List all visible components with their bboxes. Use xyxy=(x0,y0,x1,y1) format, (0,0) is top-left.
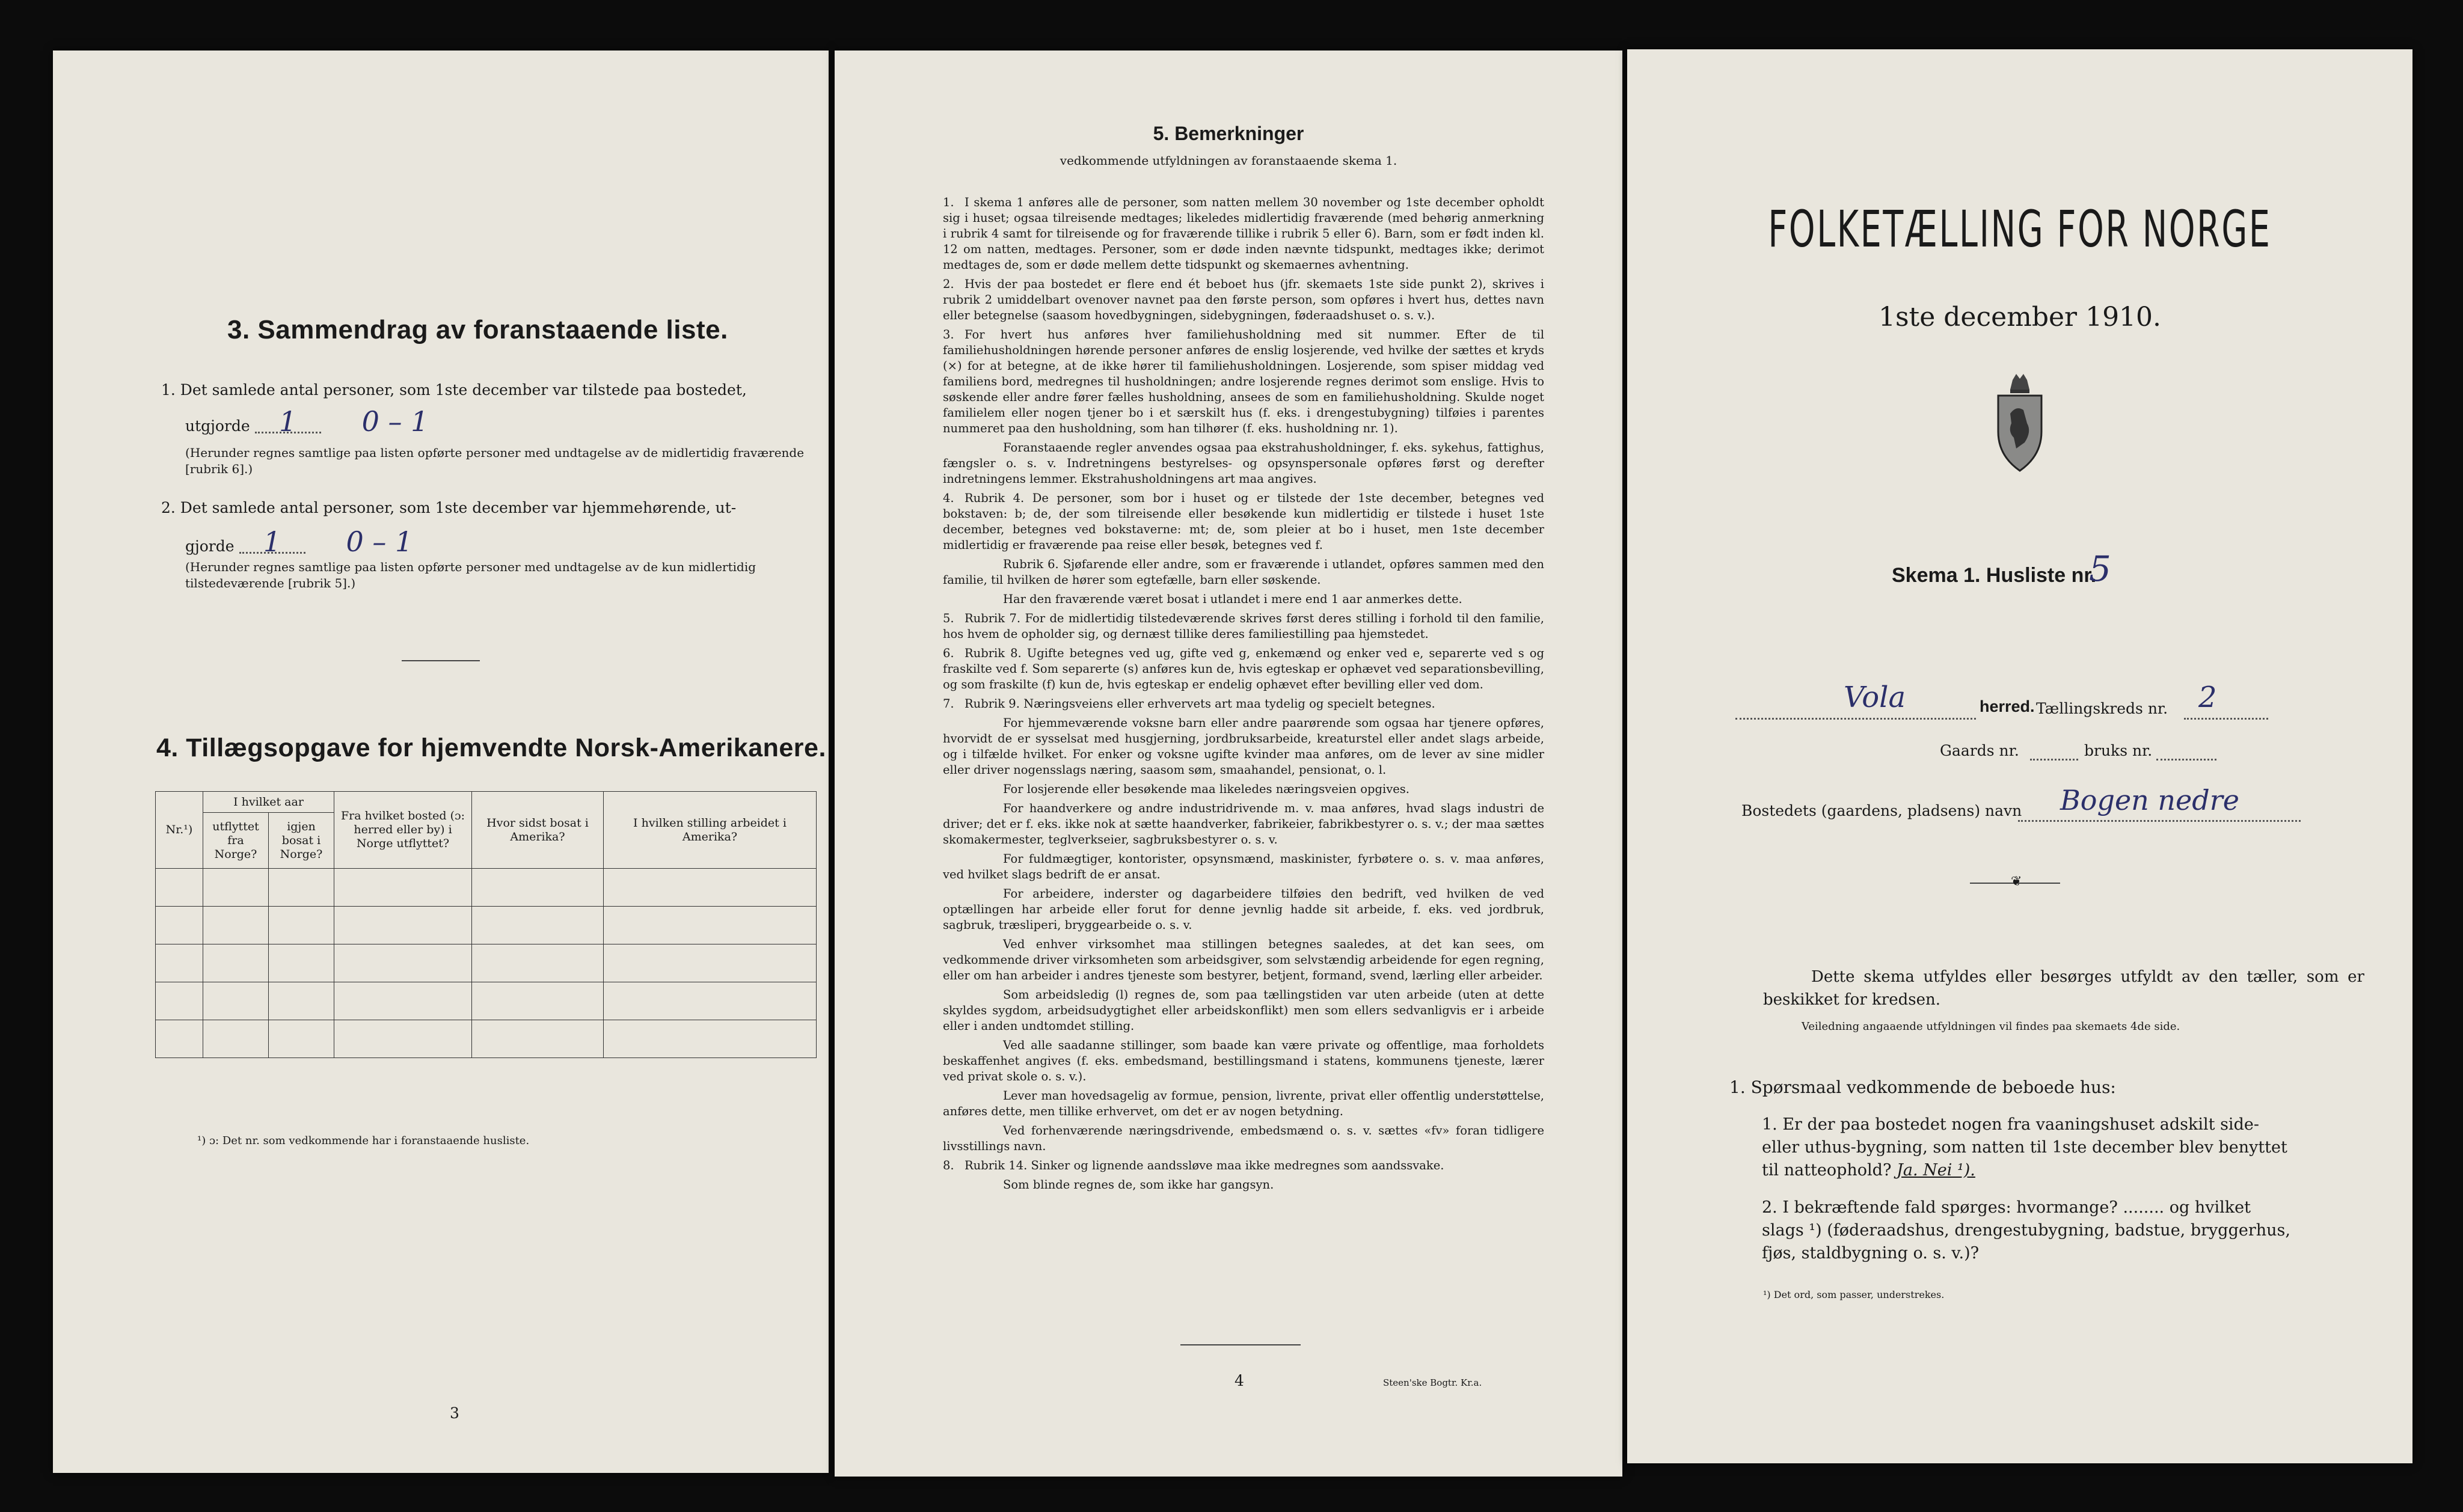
q1-text: 1. Det samlede antal personer, som 1ste december var tilstede paa bostedet, xyxy=(161,381,747,399)
page-right xyxy=(1627,49,2412,1463)
note-text: Har den fraværende været bosat i utlandet i mere end 1 aar anmerkes dette. xyxy=(1003,592,1462,606)
gaards-line xyxy=(2030,741,2078,761)
coat-of-arms-icon xyxy=(1990,372,2050,474)
note-item xyxy=(943,886,1544,933)
ornament-icon: ❦ xyxy=(2011,874,2022,889)
notes-list xyxy=(943,195,1544,1367)
gaards-label: Gaards nr. xyxy=(1940,742,2019,759)
herred-value: Vola xyxy=(1844,681,1906,714)
note-text: Rubrik 14. Sinker og lignende aandssløve maa ikke medregnes som aandssvake. xyxy=(965,1158,1444,1172)
note-item xyxy=(943,327,1544,436)
note-item xyxy=(943,557,1544,588)
note-text: Foranstaaende regler anvendes ogsaa paa ekstrahusholdninger, f. eks. sykehus, fattighus, fængsler o. s. v. Indretningens bestyrelses- og opsynspersonale opføres først og derefter indretningens lemmer. Ekstrahusholdningens art maa angives. xyxy=(943,441,1544,486)
page-number: 3 xyxy=(450,1404,459,1422)
note-text: Som blinde regnes de, som ikke har gangsyn. xyxy=(1003,1178,1274,1192)
th-utflyttet: utflyttet fra Norge? xyxy=(203,813,269,869)
kreds-label: Tællingskreds nr. xyxy=(2036,700,2168,717)
kreds-value: 2 xyxy=(2198,681,2217,714)
q2-handwritten-2: 0 – 1 xyxy=(346,525,413,558)
note-text: For fuldmægtiger, kontorister, opsynsmænd, maskinister, fyrbøtere o. s. v. maa anføres, ved hvilket slags bedrift de er ansat. xyxy=(943,852,1544,881)
right-footnote: ¹) Det ord, som passer, understrekes. xyxy=(1763,1289,1945,1300)
note-item xyxy=(943,277,1544,323)
note-number: 1. xyxy=(943,195,954,209)
page-middle xyxy=(835,51,1622,1477)
note-text: Rubrik 4. De personer, som bor i huset og er tilstede der 1ste december, betegnes ved bokstaven: b; de, der som tilreisende eller besøkende kun midlertidig er tilstede i huset 1ste december, betegnes ved bokstaverne: mt; de, som pleier at bo i huset, men 1ste december midlertidig er fraværende paa reise eller besøk, betegnes ved f. xyxy=(943,491,1544,552)
divider xyxy=(1180,1344,1301,1345)
divider xyxy=(402,660,480,661)
husliste-nr-value: 5 xyxy=(2089,548,2111,589)
note-text: For hjemmeværende voksne barn eller andre paarørende som ogsaa har tjenere opføres, hvorvidt de er sysselsat med husgjerning, jordbruksarbeide, kreaturstel eller andet slags arbeide, og i tilfælde hvilket. For enker og voksne ugifte kvinder maa anføres, om de lever av sine midler eller driver nogensslags næring, saasom søm, smaahandel, pensionat, o. l. xyxy=(943,716,1544,777)
note-item xyxy=(943,1123,1544,1154)
note-text: Lever man hovedsagelig av formue, pension, livrente, privat eller offentlig understøttelse, anføres dette, men tillike erhvervet, om det er av nogen betydning. xyxy=(943,1089,1544,1118)
document-date: 1ste december 1910. xyxy=(1878,302,2162,332)
note-item xyxy=(943,440,1544,487)
herred-label: herred. xyxy=(1980,697,2035,715)
note-item xyxy=(943,646,1544,693)
note-item xyxy=(943,592,1544,607)
note-item xyxy=(943,851,1544,883)
note-item xyxy=(943,1088,1544,1119)
table-footnote: ¹) ɔ: Det nr. som vedkommende har i foranstaaende husliste. xyxy=(197,1134,530,1147)
norsk-amerikaner-table xyxy=(155,791,817,1058)
section3-title: 3. Sammendrag av foranstaaende liste. xyxy=(227,315,728,344)
bruks-line xyxy=(2156,741,2216,761)
note-text: Rubrik 6. Sjøfarende eller andre, som er fraværende i utlandet, opføres sammen med den familie, til hvilken de hører som egtefælle, barn eller søskende. xyxy=(943,557,1544,587)
question-1-answer: Ja. Nei ¹). xyxy=(1897,1161,1975,1180)
note-item xyxy=(943,1177,1544,1193)
note-item xyxy=(943,1038,1544,1085)
note-text: Hvis der paa bostedet er flere end ét beboet hus (jfr. skemaets 1ste side punkt 2), skrives i rubrik 2 umiddelbart ovenover navnet paa den første person, som opføres i hvert hus, dettes navn eller betegnelse (saasom hovedbygningen, sidebygningen, føderaadshuset o. s. v.). xyxy=(943,277,1544,322)
note-text: Ved enhver virksomhet maa stillingen betegnes saaledes, at det kan sees, om vedkommende driver virksomheten som arbeidsgiver, som selvstændig arbeidende for egen regning, eller om han arbeider i andres tjeneste som bestyrer, betjent, formand, svend, lærling eller arbeider. xyxy=(943,937,1544,982)
questions-heading: 1. Spørsmaal vedkommende de beboede hus: xyxy=(1729,1077,2116,1097)
section4-title: 4. Tillægsopgave for hjemvendte Norsk-Amerikanere. xyxy=(156,733,826,762)
question-2: 2. I bekræftende fald spørges: hvormange? ........ og hvilket slags ¹) (føderaadshus, drengestubygning, badstue, bryggerhus, fjøs, staldbygning o. s. v.)? xyxy=(1762,1198,2290,1263)
bruks-label: bruks nr. xyxy=(2084,742,2153,759)
table-row xyxy=(156,869,817,907)
note-text: Ved alle saadanne stillinger, som baade kan være private og offentlige, maa forholdets beskaffenhet angives (f. eks. embedsmand, bestillingsmand i statens, kommunens tjeneste, lærer ved privat skole o. s. v.). xyxy=(943,1038,1544,1083)
q1-handwritten-2: 0 – 1 xyxy=(361,405,429,438)
page-number: 4 xyxy=(1235,1372,1244,1389)
note-text: Som arbeidsledig (l) regnes de, som paa tællingstiden var uten arbeide (uten at dette skyldes sygdom, arbeidsudygtighet eller arbeidskonflikt) men som ellers sedvanligvis er i arbeide eller i anden undtomdet stilling. xyxy=(943,988,1544,1033)
note-item xyxy=(943,696,1544,712)
note-number: 7. xyxy=(943,697,954,711)
page-left xyxy=(53,51,829,1473)
skema-label: Skema 1. Husliste nr. xyxy=(1892,564,2097,587)
th-group-year: I hvilket aar xyxy=(203,792,334,813)
note-text: I skema 1 anføres alle de personer, som natten mellem 30 november og 1ste december opholdt sig i huset; ogsaa tilreisende medtages; likeledes midlertidig fraværende (med behørig anmerkning i rubrik 4 samt for tilreisende og for fraværende tillike i rubrik 5 eller 6). Barn, som er født inden kl. 12 om natten, medtages. Personer, som er døde inden nævnte tidspunkt, medtages ikke; derimot medtages de, som er døde mellem dette tidspunkt og skemaernes avhentning. xyxy=(943,195,1544,272)
table-row xyxy=(156,907,817,944)
th-bosat-amerika: Hvor sidst bosat i Amerika? xyxy=(472,792,604,869)
note-number: 6. xyxy=(943,646,954,660)
note-text: Rubrik 9. Næringsveiens eller erhvervets art maa tydelig og specielt betegnes. xyxy=(965,697,1435,711)
note-number: 8. xyxy=(943,1158,954,1172)
q1-handwritten-1: 1 xyxy=(255,411,321,433)
note-text: For losjerende eller besøkende maa likeledes næringsveien opgives. xyxy=(1003,782,1409,796)
q2-answer-line xyxy=(185,525,546,558)
document-title: FOLKETÆLLING FOR NORGE xyxy=(1768,200,2272,259)
note-item xyxy=(943,1158,1544,1174)
question-1 xyxy=(1762,1113,2291,1182)
bosted-label: Bostedets (gaardens, pladsens) navn xyxy=(1741,802,2022,819)
note-item xyxy=(943,715,1544,778)
note-item xyxy=(943,611,1544,642)
th-nr: Nr.¹) xyxy=(156,792,203,869)
q1-prefix: utgjorde xyxy=(185,417,250,435)
table-row xyxy=(156,944,817,982)
note-item xyxy=(943,801,1544,848)
note-text: Rubrik 7. For de midlertidig tilstedeværende skrives først deres stilling i forhold til den familie, hos hvem de opholder sig, og dernæst tillike deres familiestilling paa hjemstedet. xyxy=(943,611,1544,641)
veiledning-text: Veiledning angaaende utfyldningen vil findes paa skemaets 4de side. xyxy=(1802,1020,2180,1033)
q2-handwritten-1: 1 xyxy=(239,531,305,554)
note-text: For haandverkere og andre industridrivende m. v. maa anføres, hvad slags industri de driver; det er f. eks. ikke nok at sætte haandverker, fabrikeier, fabrikbestyrer o. s. v.; der maa sættes skomakermester, teglverkseier, sagbruksbestyrer o. s. v. xyxy=(943,801,1544,846)
q2-prefix: gjorde xyxy=(185,537,235,555)
note-text: Rubrik 8. Ugifte betegnes ved ug, gifte ved g, enkemænd og enker ved e, separerte ved s og fraskilte ved f. Som separerte (s) anføres kun de, hvis egteskap er ophævet ved separationsbevilling, og som fraskilte (f) kun de, hvis egteskap er endelig ophævet efter bevilling eller ved dom. xyxy=(943,646,1544,691)
question-1-text: 1. Er der paa bostedet nogen fra vaaningshuset adskilt side- eller uthus-bygning, som natten til 1ste december blev benyttet til natteophold? xyxy=(1762,1115,2287,1180)
q1-note: (Herunder regnes samtlige paa listen opførte personer med undtagelse av de midlertidig fraværende [rubrik 6].) xyxy=(185,445,805,476)
section5-subtitle: vedkommende utfyldningen av foranstaaende skema 1. xyxy=(1060,153,1397,168)
note-item xyxy=(943,491,1544,553)
note-text: Ved forhenværende næringsdrivende, embedsmænd o. s. v. sættes «fv» foran tidligere livsstillings navn. xyxy=(943,1124,1544,1153)
kreds-line xyxy=(2184,697,2268,720)
note-number: 3. xyxy=(943,328,954,341)
note-text: For arbeidere, inderster og dagarbeidere tilføies den bedrift, ved hvilken de ved optællingen har arbeide eller forut for denne jevnlig hadde sit arbeide, f. eks. ved jordbruk, sagbruk, træsliperi, bryggearbeide o. s. v. xyxy=(943,887,1544,932)
q2-text: 2. Det samlede antal personer, som 1ste december var hjemmehørende, ut- xyxy=(161,499,737,516)
note-text: For hvert hus anføres hver familiehusholdning med sit nummer. Efter de til familiehusholdningen hørende personer anføres de enslig losjerende, ved hvilke der sættes et kryds (×) for at betegne, at de ikke hører til familiehusholdningen. Losjerende, som spiser middag ved familiens bord, medregnes til husholdningen; andre losjerende regnes derimot som enslige. Hvis to søskende eller andre fører fælles husholdning, ansees de som en familiehusholdning. Skulde noget familielem eller nogen tjener bo i et særskilt hus (f. eks. i drengestubygning) tilføies i parentes nummeret paa den husholdning, som han tilhører (f. eks. husholdning nr. 1). xyxy=(943,328,1544,435)
th-igjen-bosat: igjen bosat i Norge? xyxy=(269,813,334,869)
printer-mark: Steen'ske Bogtr. Kr.a. xyxy=(1383,1377,1482,1388)
q1-answer-line xyxy=(185,405,546,438)
bosted-value: Bogen nedre xyxy=(2060,784,2239,816)
table-row xyxy=(156,982,817,1020)
intro-text: Dette skema utfyldes eller besørges utfyldt av den tæller, som er beskikket for kredsen. xyxy=(1763,968,2364,1009)
table-row xyxy=(156,1020,817,1058)
th-stilling-amerika: I hvilken stilling arbeidet i Amerika? xyxy=(604,792,817,869)
th-bosted-norge: Fra hvilket bosted (ɔ: herred eller by) i Norge utflyttet? xyxy=(334,792,472,869)
note-item xyxy=(943,937,1544,984)
note-item xyxy=(943,987,1544,1034)
note-item xyxy=(943,782,1544,797)
note-number: 4. xyxy=(943,491,954,505)
note-item xyxy=(943,195,1544,273)
q2-note: (Herunder regnes samtlige paa listen opførte personer med undtagelse av de kun midlertidig tilstedeværende [rubrik 5].) xyxy=(185,560,756,590)
note-number: 2. xyxy=(943,277,954,291)
section5-title: 5. Bemerkninger xyxy=(1153,123,1304,144)
note-number: 5. xyxy=(943,611,954,625)
